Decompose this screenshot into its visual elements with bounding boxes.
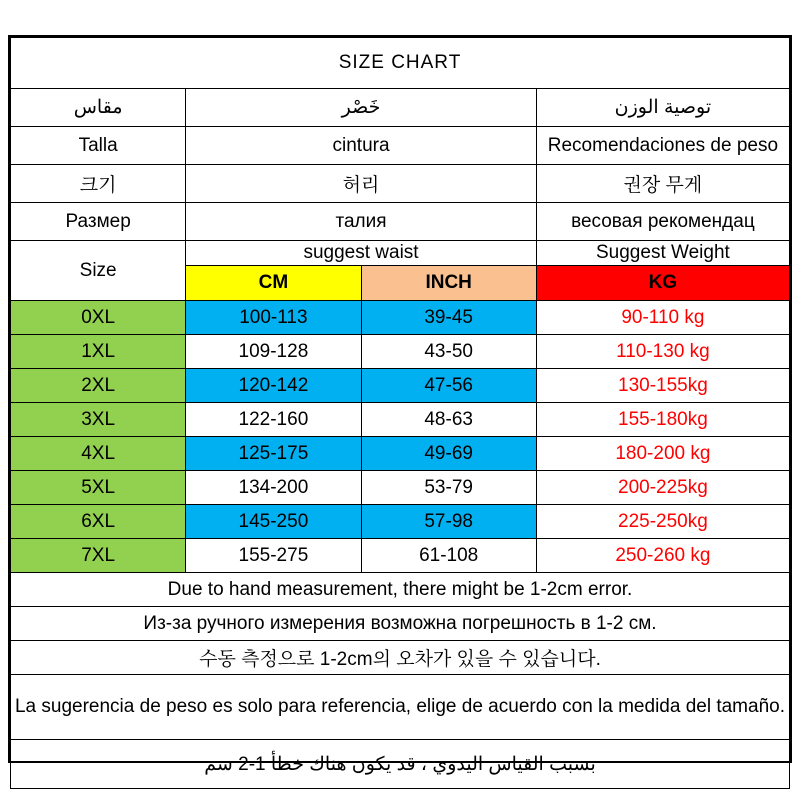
note-row-english xyxy=(11,573,790,607)
row-size: 6XL xyxy=(11,505,186,539)
row-size: 1XL xyxy=(11,335,186,369)
row-cm: 134-200 xyxy=(186,471,361,505)
note-arabic: بسبب القياس اليدوي ، قد يكون هناك خطأ 1-2 سم xyxy=(11,740,790,789)
lang-weight-ko: 권장 무게 xyxy=(536,165,789,203)
note-row-russian xyxy=(11,607,790,641)
row-size: 2XL xyxy=(11,369,186,403)
lang-row-russian xyxy=(11,203,790,241)
note-korean: 수동 측정으로 1-2cm의 오차가 있을 수 있습니다. xyxy=(11,641,790,675)
note-russian: Из-за ручного измерения возможна погрешность в 1-2 см. xyxy=(11,607,790,641)
row-kg: 130-155kg xyxy=(536,369,789,403)
lang-size-ar: مقاس xyxy=(11,89,186,127)
lang-weight-ar: توصية الوزن xyxy=(536,89,789,127)
size-chart-container xyxy=(8,35,792,775)
row-kg: 225-250kg xyxy=(536,505,789,539)
header-row-main xyxy=(11,241,790,266)
note-row-spanish xyxy=(11,675,790,740)
lang-row-spanish xyxy=(11,127,790,165)
lang-size-ru: Размер xyxy=(11,203,186,241)
table-row xyxy=(11,539,790,573)
row-inch: 49-69 xyxy=(361,437,536,471)
row-kg: 155-180kg xyxy=(536,403,789,437)
title-row xyxy=(11,38,790,89)
row-cm: 145-250 xyxy=(186,505,361,539)
header-size: Size xyxy=(11,241,186,301)
row-cm: 155-275 xyxy=(186,539,361,573)
lang-waist-ru: талия xyxy=(186,203,537,241)
table-row xyxy=(11,335,790,369)
table-row xyxy=(11,505,790,539)
row-kg: 90-110 kg xyxy=(536,301,789,335)
page-title: SIZE CHART xyxy=(11,38,790,89)
header-unit-kg: KG xyxy=(536,266,789,301)
row-kg: 180-200 kg xyxy=(536,437,789,471)
header-unit-cm: CM xyxy=(186,266,361,301)
header-suggest-waist: suggest waist xyxy=(186,241,537,266)
table-row xyxy=(11,471,790,505)
lang-size-es: Talla xyxy=(11,127,186,165)
size-chart-table xyxy=(10,37,790,789)
header-unit-inch: INCH xyxy=(361,266,536,301)
row-inch: 57-98 xyxy=(361,505,536,539)
lang-weight-es: Recomendaciones de peso xyxy=(536,127,789,165)
row-cm: 109-128 xyxy=(186,335,361,369)
table-row xyxy=(11,301,790,335)
note-row-arabic xyxy=(11,740,790,789)
row-size: 5XL xyxy=(11,471,186,505)
lang-row-korean xyxy=(11,165,790,203)
lang-waist-es: cintura xyxy=(186,127,537,165)
note-spanish: La sugerencia de peso es solo para referencia, elige de acuerdo con la medida del tamaño. xyxy=(11,675,790,740)
row-size: 4XL xyxy=(11,437,186,471)
row-inch: 47-56 xyxy=(361,369,536,403)
row-kg: 110-130 kg xyxy=(536,335,789,369)
row-inch: 39-45 xyxy=(361,301,536,335)
row-cm: 122-160 xyxy=(186,403,361,437)
row-inch: 48-63 xyxy=(361,403,536,437)
note-row-korean xyxy=(11,641,790,675)
note-english: Due to hand measurement, there might be 1-2cm error. xyxy=(11,573,790,607)
lang-waist-ko: 허리 xyxy=(186,165,537,203)
row-inch: 53-79 xyxy=(361,471,536,505)
row-size: 0XL xyxy=(11,301,186,335)
row-size: 7XL xyxy=(11,539,186,573)
row-inch: 61-108 xyxy=(361,539,536,573)
table-row xyxy=(11,437,790,471)
header-suggest-weight: Suggest Weight xyxy=(536,241,789,266)
row-cm: 100-113 xyxy=(186,301,361,335)
table-row xyxy=(11,369,790,403)
row-cm: 125-175 xyxy=(186,437,361,471)
row-kg: 250-260 kg xyxy=(536,539,789,573)
row-cm: 120-142 xyxy=(186,369,361,403)
row-size: 3XL xyxy=(11,403,186,437)
row-kg: 200-225kg xyxy=(536,471,789,505)
table-row xyxy=(11,403,790,437)
lang-weight-ru: весовая рекомендац xyxy=(536,203,789,241)
row-inch: 43-50 xyxy=(361,335,536,369)
lang-row-arabic xyxy=(11,89,790,127)
lang-size-ko: 크기 xyxy=(11,165,186,203)
lang-waist-ar: خَصْر xyxy=(186,89,537,127)
